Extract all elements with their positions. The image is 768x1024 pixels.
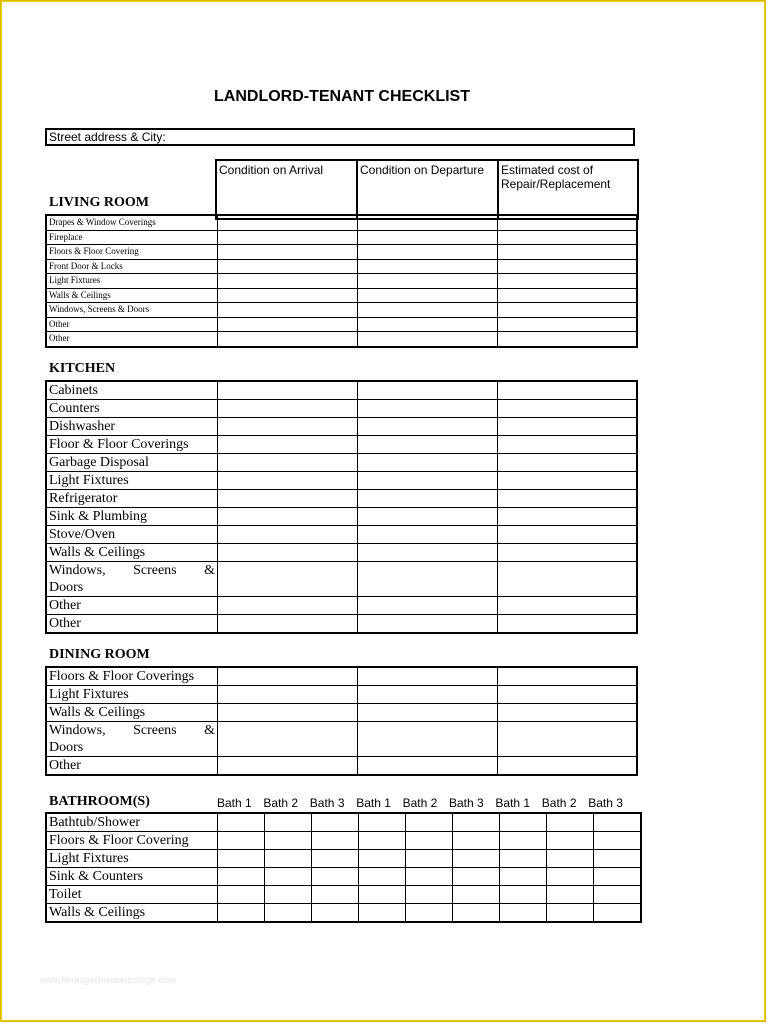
header-arrival: Condition on Arrival bbox=[216, 160, 357, 219]
bath-cell[interactable] bbox=[312, 832, 359, 850]
bath-cell[interactable] bbox=[218, 886, 265, 904]
table-row bbox=[46, 230, 637, 245]
departure-cell[interactable] bbox=[358, 288, 498, 303]
bath-cell[interactable] bbox=[453, 832, 500, 850]
table-row bbox=[46, 868, 641, 886]
item-label: Light Fixtures bbox=[46, 274, 218, 289]
item-label: Other bbox=[46, 757, 218, 776]
arrival-cell[interactable] bbox=[218, 686, 358, 704]
departure-cell[interactable] bbox=[358, 615, 498, 634]
bath-cell[interactable] bbox=[265, 868, 312, 886]
cost-cell[interactable] bbox=[498, 472, 638, 490]
item-label-line2: Doors bbox=[49, 740, 84, 755]
bath-column-label: Bath 3 bbox=[588, 796, 623, 810]
bath-cell[interactable] bbox=[312, 886, 359, 904]
item-label: Counters bbox=[46, 400, 218, 418]
bath-cell[interactable] bbox=[453, 868, 500, 886]
departure-cell[interactable] bbox=[358, 303, 498, 318]
bath-cell[interactable] bbox=[265, 904, 312, 923]
cost-cell[interactable] bbox=[498, 381, 638, 400]
bath-cell[interactable] bbox=[500, 904, 547, 923]
departure-cell[interactable] bbox=[358, 704, 498, 722]
table-row bbox=[46, 418, 637, 436]
item-label: Walls & Ceilings bbox=[46, 288, 218, 303]
table-row bbox=[46, 472, 637, 490]
cost-cell[interactable] bbox=[498, 757, 638, 776]
bath-column-label: Bath 1 bbox=[356, 796, 391, 810]
arrival-cell[interactable] bbox=[218, 544, 358, 562]
arrival-cell[interactable] bbox=[218, 722, 358, 757]
item-label: Walls & Ceilings bbox=[46, 544, 218, 562]
bath-column-label: Bath 3 bbox=[449, 796, 484, 810]
cost-cell[interactable] bbox=[498, 562, 638, 597]
departure-cell[interactable] bbox=[358, 418, 498, 436]
bath-cell[interactable] bbox=[594, 832, 642, 850]
item-label: Toilet bbox=[46, 886, 218, 904]
table-row bbox=[46, 303, 637, 318]
departure-cell[interactable] bbox=[358, 722, 498, 757]
bath-cell[interactable] bbox=[547, 850, 594, 868]
bath-cell[interactable] bbox=[312, 868, 359, 886]
cost-cell[interactable] bbox=[498, 508, 638, 526]
table-row bbox=[46, 215, 637, 230]
cost-cell[interactable] bbox=[498, 230, 638, 245]
bath-cell[interactable] bbox=[594, 886, 642, 904]
departure-cell[interactable] bbox=[358, 436, 498, 454]
cost-cell[interactable] bbox=[498, 317, 638, 332]
bath-cell[interactable] bbox=[218, 813, 265, 832]
bath-cell[interactable] bbox=[547, 813, 594, 832]
cost-cell[interactable] bbox=[498, 454, 638, 472]
table-row bbox=[46, 850, 641, 868]
arrival-cell[interactable] bbox=[218, 490, 358, 508]
departure-cell[interactable] bbox=[358, 317, 498, 332]
bath-cell[interactable] bbox=[594, 813, 642, 832]
bath-cell[interactable] bbox=[359, 904, 406, 923]
item-label: Stove/Oven bbox=[46, 526, 218, 544]
header-departure: Condition on Departure bbox=[357, 160, 498, 219]
item-label: Drapes & Window Coverings bbox=[46, 215, 218, 230]
item-label: Other bbox=[46, 597, 218, 615]
item-label: Bathtub/Shower bbox=[46, 813, 218, 832]
arrival-cell[interactable] bbox=[218, 667, 358, 686]
table-row bbox=[46, 757, 637, 776]
cost-cell[interactable] bbox=[498, 704, 638, 722]
item-label: Sink & Counters bbox=[46, 868, 218, 886]
header-cost: Estimated cost of Repair/Replacement bbox=[498, 160, 638, 219]
arrival-cell[interactable] bbox=[218, 418, 358, 436]
table-row bbox=[46, 886, 641, 904]
item-label: Light Fixtures bbox=[46, 850, 218, 868]
arrival-cell[interactable] bbox=[218, 230, 358, 245]
cost-cell[interactable] bbox=[498, 544, 638, 562]
bath-cell[interactable] bbox=[265, 850, 312, 868]
address-field[interactable] bbox=[45, 128, 635, 146]
departure-cell[interactable] bbox=[358, 757, 498, 776]
table-row bbox=[46, 722, 637, 757]
arrival-cell[interactable] bbox=[218, 597, 358, 615]
departure-cell[interactable] bbox=[358, 274, 498, 289]
item-label: Light Fixtures bbox=[46, 686, 218, 704]
table-row bbox=[46, 490, 637, 508]
bath-cell[interactable] bbox=[453, 886, 500, 904]
item-label: Cabinets bbox=[46, 381, 218, 400]
departure-cell[interactable] bbox=[358, 245, 498, 260]
bath-cell[interactable] bbox=[547, 904, 594, 923]
bath-cell[interactable] bbox=[406, 813, 453, 832]
item-label: Walls & Ceilings bbox=[46, 904, 218, 923]
bath-cell[interactable] bbox=[453, 813, 500, 832]
item-label: Fireplace bbox=[46, 230, 218, 245]
table-row bbox=[46, 245, 637, 260]
item-label: Floors & Floor Coverings bbox=[46, 667, 218, 686]
cost-cell[interactable] bbox=[498, 259, 638, 274]
item-label: Refrigerator bbox=[46, 490, 218, 508]
cost-cell[interactable] bbox=[498, 667, 638, 686]
bath-column-label: Bath 1 bbox=[217, 796, 252, 810]
cost-cell[interactable] bbox=[498, 526, 638, 544]
bath-cell[interactable] bbox=[594, 868, 642, 886]
item-label bbox=[46, 722, 218, 757]
address-label: Street address & City: bbox=[49, 130, 166, 144]
bath-cell[interactable] bbox=[359, 886, 406, 904]
cost-cell[interactable] bbox=[498, 288, 638, 303]
table-row bbox=[46, 704, 637, 722]
table-row bbox=[46, 562, 637, 597]
cost-cell[interactable] bbox=[498, 615, 638, 634]
bath-cell[interactable] bbox=[547, 832, 594, 850]
bath-cell[interactable] bbox=[406, 832, 453, 850]
arrival-cell[interactable] bbox=[218, 317, 358, 332]
arrival-cell[interactable] bbox=[218, 526, 358, 544]
arrival-cell[interactable] bbox=[218, 245, 358, 260]
arrival-cell[interactable] bbox=[218, 274, 358, 289]
table-row bbox=[46, 332, 637, 347]
bath-cell[interactable] bbox=[547, 868, 594, 886]
table-row bbox=[46, 436, 637, 454]
table-row bbox=[46, 288, 637, 303]
bath-cell[interactable] bbox=[359, 868, 406, 886]
dining-room-heading: DINING ROOM bbox=[49, 647, 150, 662]
column-headers bbox=[215, 159, 639, 220]
bath-cell[interactable] bbox=[500, 886, 547, 904]
bath-cell[interactable] bbox=[312, 813, 359, 832]
cost-cell[interactable] bbox=[498, 400, 638, 418]
departure-cell[interactable] bbox=[358, 597, 498, 615]
item-label-line1: Windows, Screens & bbox=[49, 563, 215, 578]
living-room-table bbox=[45, 214, 638, 348]
departure-cell[interactable] bbox=[358, 526, 498, 544]
arrival-cell[interactable] bbox=[218, 615, 358, 634]
arrival-cell[interactable] bbox=[218, 303, 358, 318]
bath-cell[interactable] bbox=[359, 850, 406, 868]
departure-cell[interactable] bbox=[358, 472, 498, 490]
departure-cell[interactable] bbox=[358, 454, 498, 472]
cost-cell[interactable] bbox=[498, 436, 638, 454]
bath-column-label: Bath 1 bbox=[495, 796, 531, 810]
item-label: Other bbox=[46, 317, 218, 332]
departure-cell[interactable] bbox=[358, 490, 498, 508]
table-row bbox=[46, 667, 637, 686]
departure-cell[interactable] bbox=[358, 544, 498, 562]
arrival-cell[interactable] bbox=[218, 400, 358, 418]
table-row bbox=[46, 686, 637, 704]
departure-cell[interactable] bbox=[358, 259, 498, 274]
bath-cell[interactable] bbox=[359, 813, 406, 832]
dining-room-table bbox=[45, 666, 638, 776]
bath-cell[interactable] bbox=[406, 904, 453, 923]
arrival-cell[interactable] bbox=[218, 215, 358, 230]
bathroom-table bbox=[45, 812, 642, 923]
bathroom-heading: BATHROOM(S) bbox=[49, 794, 150, 809]
bath-cell[interactable] bbox=[594, 850, 642, 868]
arrival-cell[interactable] bbox=[218, 508, 358, 526]
bath-cell[interactable] bbox=[265, 813, 312, 832]
bath-column-label: Bath 3 bbox=[309, 796, 345, 810]
table-row bbox=[46, 832, 641, 850]
table-row bbox=[46, 259, 637, 274]
item-label-line1: Windows, Screens & bbox=[49, 723, 215, 738]
bath-cell[interactable] bbox=[406, 868, 453, 886]
kitchen-heading: KITCHEN bbox=[49, 361, 116, 376]
bath-cell[interactable] bbox=[312, 904, 359, 923]
bath-cell[interactable] bbox=[406, 886, 453, 904]
bath-column-label: Bath 2 bbox=[402, 796, 438, 810]
departure-cell[interactable] bbox=[358, 667, 498, 686]
bath-cell[interactable] bbox=[547, 886, 594, 904]
departure-cell[interactable] bbox=[358, 332, 498, 347]
bath-cell[interactable] bbox=[406, 850, 453, 868]
table-row bbox=[46, 615, 637, 634]
living-room-heading: LIVING ROOM bbox=[49, 195, 149, 210]
kitchen-table bbox=[45, 380, 638, 634]
table-row bbox=[46, 274, 637, 289]
item-label: Dishwasher bbox=[46, 418, 218, 436]
departure-cell[interactable] bbox=[358, 381, 498, 400]
item-label: Other bbox=[46, 615, 218, 634]
table-row bbox=[46, 454, 637, 472]
table-row bbox=[46, 813, 641, 832]
departure-cell[interactable] bbox=[358, 400, 498, 418]
cost-cell[interactable] bbox=[498, 274, 638, 289]
cost-cell[interactable] bbox=[498, 490, 638, 508]
arrival-cell[interactable] bbox=[218, 436, 358, 454]
bath-cell[interactable] bbox=[359, 832, 406, 850]
departure-cell[interactable] bbox=[358, 562, 498, 597]
table-row bbox=[46, 544, 637, 562]
cost-cell[interactable] bbox=[498, 215, 638, 230]
item-label-line2: Doors bbox=[49, 580, 84, 595]
item-label: Garbage Disposal bbox=[46, 454, 218, 472]
bath-cell[interactable] bbox=[218, 832, 265, 850]
table-row bbox=[46, 317, 637, 332]
item-label: Other bbox=[46, 332, 218, 347]
item-label: Windows, Screens & Doors bbox=[46, 303, 218, 318]
table-row bbox=[46, 526, 637, 544]
item-label: Light Fixtures bbox=[46, 472, 218, 490]
bath-cell[interactable] bbox=[453, 904, 500, 923]
arrival-cell[interactable] bbox=[218, 472, 358, 490]
arrival-cell[interactable] bbox=[218, 454, 358, 472]
item-label bbox=[46, 562, 218, 597]
item-label: Walls & Ceilings bbox=[46, 704, 218, 722]
bath-cell[interactable] bbox=[218, 850, 265, 868]
bath-cell[interactable] bbox=[500, 850, 547, 868]
table-row bbox=[46, 597, 637, 615]
item-label: Floors & Floor Covering bbox=[46, 245, 218, 260]
cost-cell[interactable] bbox=[498, 418, 638, 436]
item-label: Floor & Floor Coverings bbox=[46, 436, 218, 454]
bath-cell[interactable] bbox=[594, 904, 642, 923]
bath-cell[interactable] bbox=[265, 832, 312, 850]
cost-cell[interactable] bbox=[498, 332, 638, 347]
cost-cell[interactable] bbox=[498, 245, 638, 260]
bath-cell[interactable] bbox=[500, 813, 547, 832]
cost-cell[interactable] bbox=[498, 686, 638, 704]
watermark: www.heritagechristiancollege.com bbox=[40, 975, 176, 985]
bath-cell[interactable] bbox=[500, 868, 547, 886]
bath-cell[interactable] bbox=[218, 904, 265, 923]
departure-cell[interactable] bbox=[358, 215, 498, 230]
arrival-cell[interactable] bbox=[218, 259, 358, 274]
arrival-cell[interactable] bbox=[218, 332, 358, 347]
cost-cell[interactable] bbox=[498, 597, 638, 615]
departure-cell[interactable] bbox=[358, 230, 498, 245]
bath-cell[interactable] bbox=[218, 868, 265, 886]
bath-cell[interactable] bbox=[500, 832, 547, 850]
cost-cell[interactable] bbox=[498, 722, 638, 757]
table-row bbox=[46, 400, 637, 418]
bath-cell[interactable] bbox=[453, 850, 500, 868]
cost-cell[interactable] bbox=[498, 303, 638, 318]
arrival-cell[interactable] bbox=[218, 381, 358, 400]
bath-cell[interactable] bbox=[312, 850, 359, 868]
bath-column-label: Bath 2 bbox=[263, 796, 299, 810]
arrival-cell[interactable] bbox=[218, 704, 358, 722]
departure-cell[interactable] bbox=[358, 508, 498, 526]
table-row bbox=[46, 381, 637, 400]
item-label: Floors & Floor Covering bbox=[46, 832, 218, 850]
departure-cell[interactable] bbox=[358, 686, 498, 704]
bath-cell[interactable] bbox=[265, 886, 312, 904]
page-title: LANDLORD-TENANT CHECKLIST bbox=[214, 88, 470, 105]
table-row bbox=[46, 904, 641, 923]
arrival-cell[interactable] bbox=[218, 757, 358, 776]
item-label: Sink & Plumbing bbox=[46, 508, 218, 526]
table-row bbox=[46, 508, 637, 526]
arrival-cell[interactable] bbox=[218, 288, 358, 303]
arrival-cell[interactable] bbox=[218, 562, 358, 597]
item-label: Front Door & Locks bbox=[46, 259, 218, 274]
bath-column-label: Bath 2 bbox=[541, 796, 577, 810]
